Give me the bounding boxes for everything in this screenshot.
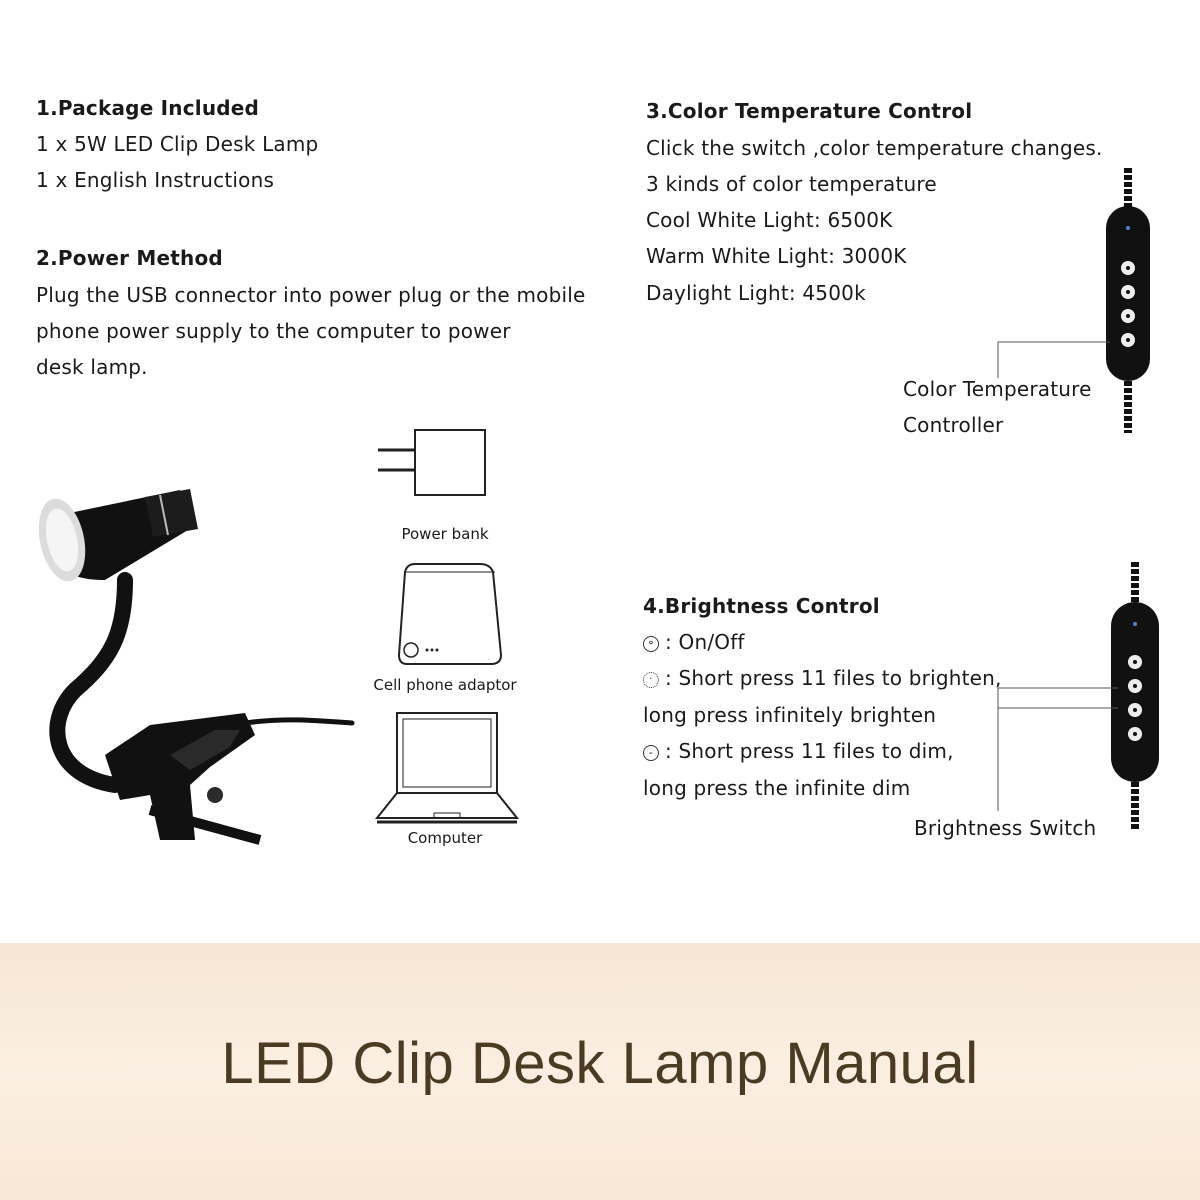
- led-clip-lamp-image: [30, 485, 360, 850]
- power-line: desk lamp.: [36, 355, 148, 379]
- color-temp-heading: 3.Color Temperature Control: [646, 99, 973, 123]
- package-line: 1 x English Instructions: [36, 168, 275, 192]
- wall-plug-icon: [370, 425, 490, 500]
- brightness-callout: Brightness Switch: [914, 816, 1097, 840]
- color-temperature-controller: [1098, 168, 1158, 436]
- color-temp-line: 3 kinds of color temperature: [646, 172, 937, 196]
- color-temp-line: Cool White Light: 6500K: [646, 208, 893, 232]
- color-temp-line: Warm White Light: 3000K: [646, 244, 907, 268]
- brightness-line: · : Short press 11 files to brighten,: [643, 660, 1002, 696]
- brighten-symbol-icon: ·: [643, 672, 659, 688]
- power-symbol-icon: ⚬: [643, 636, 659, 652]
- package-heading: 1.Package Included: [36, 96, 260, 120]
- color-temp-callout: Color Temperature: [903, 377, 1092, 401]
- color-temp-callout: Controller: [903, 413, 1004, 437]
- computer-label: Computer: [407, 829, 483, 847]
- brightness-line: long press the infinite dim: [643, 776, 911, 800]
- power-line: Plug the USB connector into power plug or the mobile: [36, 283, 586, 307]
- power-bank-icon: [395, 560, 505, 670]
- laptop-icon: [372, 710, 522, 825]
- package-line: 1 x 5W LED Clip Desk Lamp: [36, 132, 319, 156]
- brightness-line: - : Short press 11 files to dim,: [643, 733, 954, 769]
- color-temperature-leader-line: [995, 340, 1115, 380]
- brightness-heading: 4.Brightness Control: [643, 594, 880, 618]
- dim-symbol-icon: -: [643, 745, 659, 761]
- color-temp-line: Daylight Light: 4500k: [646, 281, 866, 305]
- power-heading: 2.Power Method: [36, 246, 223, 270]
- power-line: phone power supply to the computer to power: [36, 319, 511, 343]
- brightness-line: long press infinitely brighten: [643, 703, 937, 727]
- brightness-leader-line: [990, 686, 1120, 816]
- color-temp-line: Click the switch ,color temperature changes.: [646, 136, 1103, 160]
- manual-title: LED Clip Desk Lamp Manual: [221, 1031, 979, 1096]
- brightness-line: ⚬ : On/Off: [643, 624, 745, 660]
- cell-phone-adaptor-label: Cell phone adaptor: [373, 676, 517, 694]
- power-bank-label: Power bank: [401, 525, 489, 543]
